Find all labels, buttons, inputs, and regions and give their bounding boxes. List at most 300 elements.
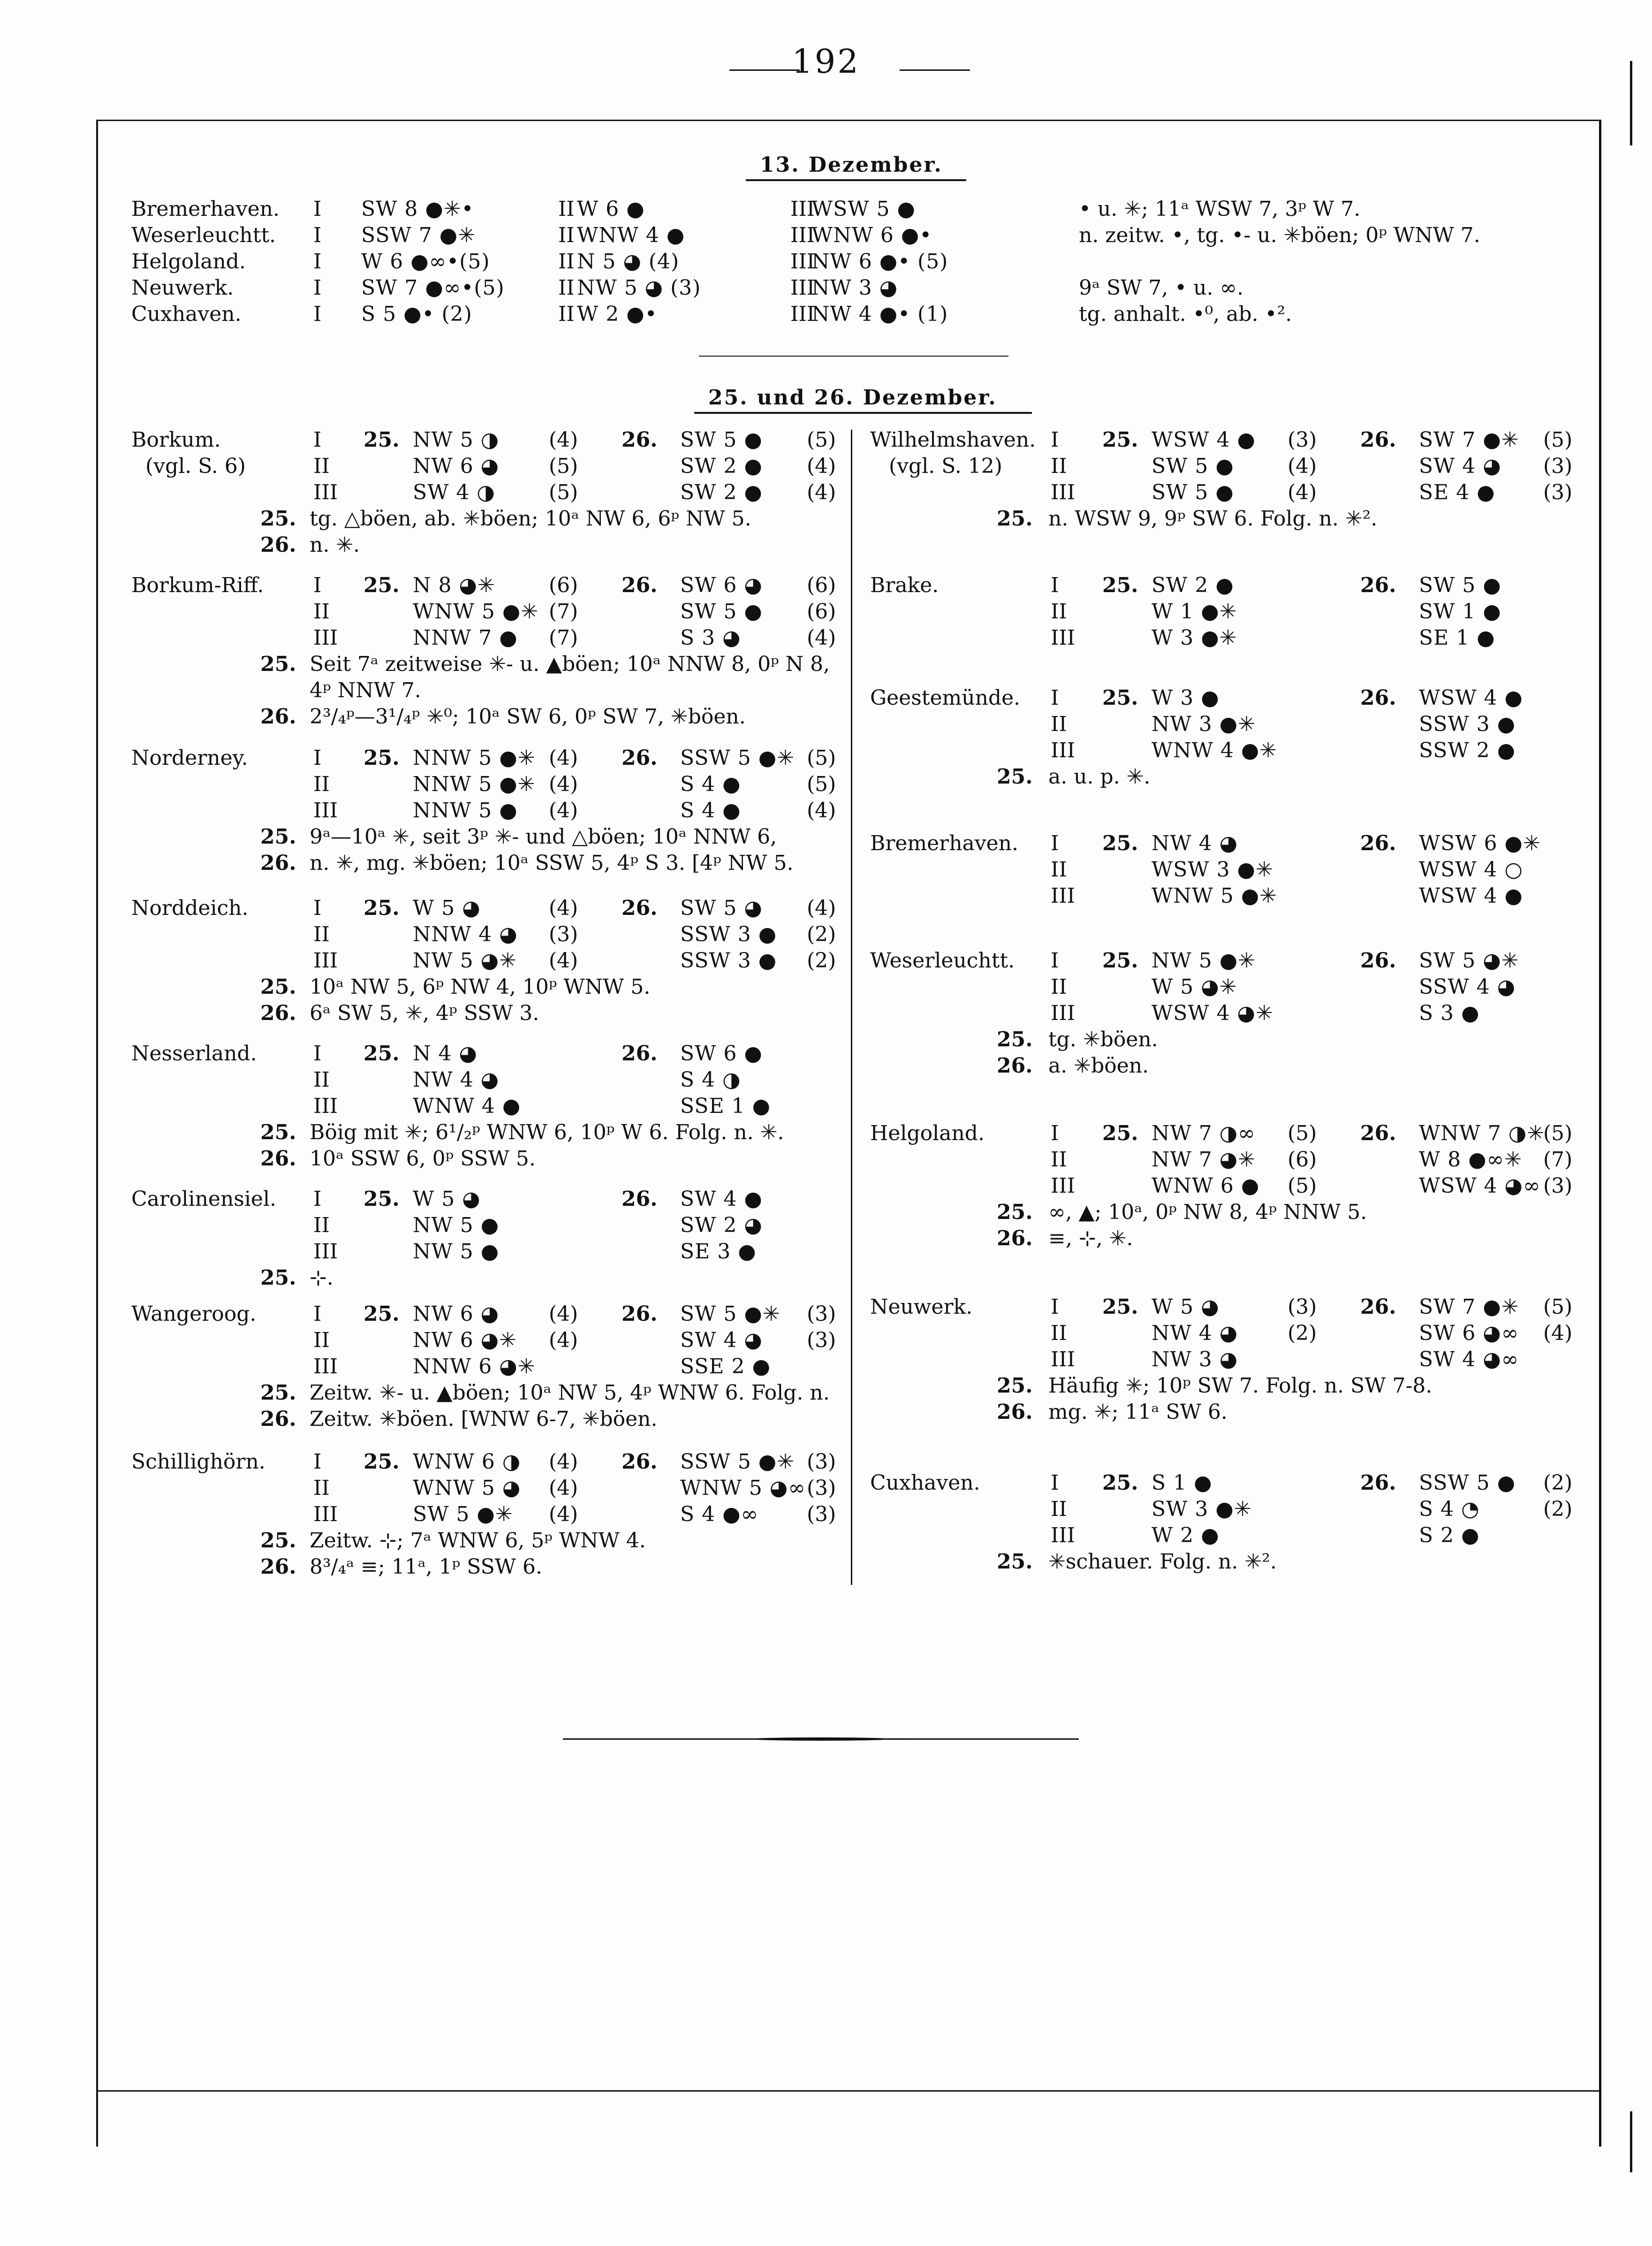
sea-state: (3) (1288, 428, 1317, 452)
sea-state: (3) (549, 922, 578, 946)
term-label: III (313, 626, 338, 650)
observation: WNW 6 ◑ (413, 1450, 521, 1474)
observation: SSW 2 ● (1419, 739, 1516, 762)
term-label: II (1051, 975, 1067, 999)
observation: SE 4 ● (1419, 480, 1495, 504)
sea-state: (3) (807, 1302, 836, 1326)
day-label: 26. (621, 428, 658, 452)
page-number-rule-left (729, 69, 800, 71)
remark-day: 25. (997, 507, 1033, 531)
observation: NW 3 ◕ (811, 276, 898, 300)
section-title-13-dezember: 13. Dezember. (760, 153, 943, 177)
station-name: Carolinensiel. (131, 1187, 277, 1211)
frame-bottom-rule (96, 2090, 1599, 2092)
remark-text: 10ᵃ NW 5, 6ᵖ NW 4, 10ᵖ WNW 5. (310, 975, 651, 999)
remark-day: 25. (260, 1266, 296, 1290)
day-label: 25. (364, 1302, 400, 1326)
observation: SSW 7 ●✳ (361, 223, 476, 247)
observation: WSW 4 ● (1152, 428, 1256, 452)
remark-day: 26. (997, 1400, 1033, 1424)
term-label: II (313, 1213, 330, 1237)
observation: SW 6 ● (680, 1042, 763, 1066)
observation: W 3 ● (1152, 686, 1220, 710)
observation: WSW 4 ○ (1419, 858, 1523, 882)
observation: NW 6 ◕✳ (413, 1328, 517, 1352)
sea-state: (4) (549, 1476, 578, 1500)
sea-state: (5) (807, 772, 836, 796)
station-name: Norddeich. (131, 896, 249, 920)
term-label: III (790, 302, 815, 326)
station-name: Schillighörn. (131, 1450, 265, 1474)
observation: SW 5 ◕✳ (1419, 949, 1519, 973)
observation: S 2 ● (1419, 1523, 1480, 1547)
observation: W 6 ●∞•(5) (361, 250, 490, 274)
term-label: I (1051, 831, 1059, 855)
observation: SW 7 ●✳ (1419, 1295, 1519, 1319)
remark-text: mg. ✳; 11ᵃ SW 6. (1048, 1400, 1228, 1424)
term-label: III (313, 1094, 338, 1118)
observation: W 5 ◕ (1152, 1295, 1220, 1319)
observation: SW 5 ● (680, 428, 763, 452)
sea-state: (5) (1288, 1174, 1317, 1198)
day-label: 26. (621, 746, 658, 770)
remark-text: 8³/₄ᵃ ≡; 11ᵃ, 1ᵖ SSW 6. (310, 1555, 542, 1579)
sea-state: (4) (549, 428, 578, 452)
observation: WNW 5 ●✳ (413, 600, 539, 624)
observation: SW 6 ◕ (680, 573, 763, 597)
station-name: Helgoland. (131, 250, 246, 274)
term-label: I (313, 302, 322, 326)
observation: WNW 4 ● (577, 223, 685, 247)
term-label: III (1051, 739, 1076, 762)
term-label: I (313, 1042, 322, 1066)
day-label: 26. (621, 896, 658, 920)
sea-state: (3) (807, 1328, 836, 1352)
day-label: 26. (1360, 428, 1396, 452)
term-label: III (790, 250, 815, 274)
term-label: III (790, 276, 815, 300)
observation: SW 2 ● (680, 480, 763, 504)
day-label: 25. (1102, 573, 1138, 597)
sea-state: (2) (807, 922, 836, 946)
remark-text: ∞, ▲; 10ᵃ, 0ᵖ NW 8, 4ᵖ NNW 5. (1048, 1200, 1367, 1224)
term-label: II (558, 302, 575, 326)
term-label: I (1051, 1471, 1059, 1495)
term-label: I (1051, 428, 1059, 452)
day-label: 25. (364, 1450, 400, 1474)
term-label: III (1051, 1001, 1076, 1025)
observation: W 6 ● (577, 197, 645, 221)
remark-day: 26. (260, 851, 296, 875)
observation: W 1 ●✳ (1152, 600, 1237, 624)
remark-day: 25. (260, 1120, 296, 1144)
sea-state: (5) (549, 454, 578, 478)
sea-state: (4) (807, 480, 836, 504)
remark-day: 26. (997, 1054, 1033, 1078)
sea-state: (4) (549, 799, 578, 822)
station-name: Brake. (870, 573, 939, 597)
term-label: II (313, 454, 330, 478)
station-name: Geestemünde. (870, 686, 1021, 710)
remark-text: n. ✳, mg. ✳böen; 10ᵃ SSW 5, 4ᵖ S 3. [4ᵖ NW 5. (310, 851, 794, 875)
sea-state: (5) (1543, 1295, 1573, 1319)
observation: WNW 5 ◕ (413, 1476, 521, 1500)
station-name: Helgoland. (870, 1121, 985, 1145)
term-label: III (313, 1240, 338, 1264)
day-label: 25. (1102, 1471, 1138, 1495)
sea-state: (7) (549, 600, 578, 624)
observation: NNW 7 ● (413, 626, 518, 650)
station-name: Bremerhaven. (870, 831, 1018, 855)
column-divider (851, 430, 852, 1585)
observation: W 5 ◕ (413, 1187, 481, 1211)
sea-state: (3) (1288, 1295, 1317, 1319)
observation: NNW 5 ●✳ (413, 772, 536, 796)
remark-text: ✳schauer. Folg. n. ✳². (1048, 1550, 1277, 1574)
sea-state: (4) (549, 1328, 578, 1352)
observation: NW 5 ●✳ (1152, 949, 1256, 973)
remark-text: 4ᵖ NNW 7. (310, 678, 421, 702)
sea-state: (3) (807, 1502, 836, 1526)
remark-day: 25. (260, 1381, 296, 1405)
sea-state: (3) (807, 1450, 836, 1474)
observation: SW 5 ● (680, 600, 763, 624)
term-label: III (1051, 1523, 1076, 1547)
observation: NW 4 ◕ (413, 1068, 500, 1092)
sea-state: (4) (549, 1302, 578, 1326)
observation: WSW 4 ◕✳ (1152, 1001, 1273, 1025)
observation: SW 7 ●✳ (1419, 428, 1519, 452)
remark-day: 25. (260, 652, 296, 676)
observation: SW 2 ◕ (680, 1213, 763, 1237)
observation: WNW 4 ● (413, 1094, 521, 1118)
remark: • u. ✳; 11ᵃ WSW 7, 3ᵖ W 7. (1079, 197, 1361, 221)
sea-state: (6) (1288, 1148, 1317, 1172)
term-label: I (1051, 1121, 1059, 1145)
sea-state: (4) (1288, 454, 1317, 478)
sea-state: (5) (1543, 1121, 1573, 1145)
observation: W 2 ●• (577, 302, 658, 326)
observation: NNW 4 ◕ (413, 922, 518, 946)
station-name: Weserleuchtt. (870, 949, 1015, 973)
term-label: III (1051, 884, 1076, 908)
sea-state: (4) (549, 772, 578, 796)
observation: NNW 6 ◕✳ (413, 1355, 536, 1378)
term-label: II (313, 772, 330, 796)
section-title-underline (694, 412, 1032, 414)
day-label: 26. (1360, 1471, 1396, 1495)
observation: SSE 2 ● (680, 1355, 771, 1378)
observation: NW 3 ●✳ (1152, 712, 1256, 736)
observation: WNW 7 ◑✳ (1419, 1121, 1545, 1145)
term-label: I (313, 746, 322, 770)
term-label: II (1051, 1497, 1067, 1521)
term-label: II (313, 1476, 330, 1500)
sea-state: (4) (549, 1450, 578, 1474)
term-label: I (313, 428, 322, 452)
term-label: II (313, 922, 330, 946)
observation: WSW 5 ● (811, 197, 916, 221)
sea-state: (6) (549, 573, 578, 597)
term-label: II (558, 250, 575, 274)
observation: WNW 5 ◕∞ (680, 1476, 806, 1500)
observation: SE 1 ● (1419, 626, 1495, 650)
day-label: 26. (1360, 573, 1396, 597)
page-number: 192 (792, 42, 860, 81)
sea-state: (4) (807, 799, 836, 822)
observation: S 3 ◕ (680, 626, 741, 650)
station-name: Wangeroog. (131, 1302, 257, 1326)
observation: NNW 5 ● (413, 799, 518, 822)
observation: NW 6 ◕ (413, 1302, 500, 1326)
day-label: 26. (1360, 831, 1396, 855)
remark-day: 25. (997, 1200, 1033, 1224)
term-label: III (313, 799, 338, 822)
sea-state: (5) (807, 428, 836, 452)
remark-text: ≡, ⊹, ✳. (1048, 1226, 1133, 1250)
term-label: II (558, 276, 575, 300)
remark-text: 9ᵃ—10ᵃ ✳, seit 3ᵖ ✳- und △böen; 10ᵃ NNW 6, (310, 825, 777, 849)
observation: SW 4 ● (680, 1187, 763, 1211)
term-label: I (313, 1187, 322, 1211)
term-label: I (313, 896, 322, 920)
day-label: 26. (621, 573, 658, 597)
day-label: 25. (364, 746, 400, 770)
sea-state: (7) (1543, 1148, 1573, 1172)
day-label: 26. (621, 1450, 658, 1474)
frame-margin-mark (1630, 61, 1632, 145)
remark-day: 26. (260, 1407, 296, 1431)
observation: NW 7 ◑∞ (1152, 1121, 1256, 1145)
observation: SW 5 ●✳ (680, 1302, 781, 1326)
remark-text: tg. ✳böen. (1048, 1028, 1158, 1051)
remark-day: 26. (260, 1147, 296, 1171)
observation: WSW 4 ● (1419, 884, 1523, 908)
sea-state: (5) (549, 480, 578, 504)
page-number-rule-right (900, 69, 970, 71)
observation: S 5 ●• (2) (361, 302, 472, 326)
sea-state: (3) (1543, 480, 1573, 504)
remark-day: 26. (260, 533, 296, 557)
day-label: 26. (621, 1042, 658, 1066)
remark-text: Seit 7ᵃ zeitweise ✳- u. ▲böen; 10ᵃ NNW 8, 0ᵖ N 8, (310, 652, 830, 676)
station-name: Norderney. (131, 746, 248, 770)
term-label: I (313, 276, 322, 300)
sea-state: (2) (1288, 1321, 1317, 1345)
day-label: 25. (364, 1187, 400, 1211)
term-label: I (313, 197, 322, 221)
sea-state: (2) (807, 949, 836, 973)
observation: WNW 6 ● (1152, 1174, 1260, 1198)
remark-text: n. ✳. (310, 533, 360, 557)
remark-text: a. u. p. ✳. (1048, 765, 1151, 789)
sea-state: (4) (807, 626, 836, 650)
day-label: 25. (1102, 949, 1138, 973)
station-reference: (vgl. S. 6) (145, 454, 246, 478)
observation: SW 2 ● (680, 454, 763, 478)
remark-text: Zeitw. ⊹; 7ᵃ WNW 6, 5ᵖ WNW 4. (310, 1529, 646, 1553)
section-title-25-26-dezember: 25. und 26. Dezember. (708, 386, 997, 410)
remark-day: 26. (997, 1226, 1033, 1250)
observation: SW 4 ◕ (1419, 454, 1501, 478)
term-label: II (1051, 600, 1067, 624)
observation: WNW 5 ●✳ (1152, 884, 1278, 908)
term-label: II (313, 1068, 330, 1092)
observation: S 4 ●∞ (680, 1502, 759, 1526)
term-label: III (1051, 1348, 1076, 1371)
observation: S 1 ● (1152, 1471, 1212, 1495)
observation: W 5 ◕✳ (1152, 975, 1237, 999)
sea-state: (4) (1288, 480, 1317, 504)
remark-day: 25. (260, 825, 296, 849)
remark-day: 26. (260, 1555, 296, 1579)
observation: NW 5 ● (413, 1213, 500, 1237)
sea-state: (5) (807, 746, 836, 770)
sea-state: (4) (807, 454, 836, 478)
station-name: Bremerhaven. (131, 197, 280, 221)
station-name: Borkum-Riff. (131, 573, 264, 597)
observation: NW 4 ◕ (1152, 831, 1238, 855)
observation: WSW 3 ●✳ (1152, 858, 1273, 882)
term-label: II (313, 1328, 330, 1352)
remark-day: 25. (997, 1374, 1033, 1398)
sea-state: (2) (1543, 1471, 1573, 1495)
day-label: 26. (1360, 949, 1396, 973)
remark-day: 26. (260, 1001, 296, 1025)
day-label: 25. (1102, 1121, 1138, 1145)
sea-state: (3) (1543, 1174, 1573, 1198)
observation: W 2 ● (1152, 1523, 1220, 1547)
observation: SW 1 ● (1419, 600, 1501, 624)
term-label: II (1051, 1148, 1067, 1172)
observation: W 8 ●∞✳ (1419, 1148, 1523, 1172)
term-label: III (790, 197, 815, 221)
observation: WSW 4 ◕∞ (1419, 1174, 1541, 1198)
remark-text: n. WSW 9, 9ᵖ SW 6. Folg. n. ✳². (1048, 507, 1378, 531)
sea-state: (6) (807, 600, 836, 624)
term-label: I (1051, 949, 1059, 973)
observation: SSW 4 ◕ (1419, 975, 1516, 999)
observation: SW 5 ◕ (680, 896, 763, 920)
remark-day: 25. (260, 507, 296, 531)
remark-text: ⊹. (310, 1266, 333, 1290)
observation: SW 4 ◑ (413, 480, 495, 504)
day-label: 25. (364, 428, 400, 452)
term-label: III (313, 1355, 338, 1378)
observation: NW 6 ◕ (413, 454, 500, 478)
observation: SW 5 ● (1419, 573, 1501, 597)
observation: WNW 4 ●✳ (1152, 739, 1278, 762)
sea-state: (7) (549, 626, 578, 650)
term-label: III (313, 1502, 338, 1526)
day-label: 26. (1360, 686, 1396, 710)
remark-day: 25. (260, 1529, 296, 1553)
observation: W 3 ●✳ (1152, 626, 1237, 650)
remark-text: tg. △böen, ab. ✳böen; 10ᵃ NW 6, 6ᵖ NW 5. (310, 507, 751, 531)
sea-state: (3) (1543, 454, 1573, 478)
observation: SW 7 ●∞•(5) (361, 276, 505, 300)
observation: SSW 5 ● (1419, 1471, 1516, 1495)
remark-text: 10ᵃ SSW 6, 0ᵖ SSW 5. (310, 1147, 536, 1171)
observation: SE 3 ● (680, 1240, 757, 1264)
day-label: 25. (1102, 686, 1138, 710)
station-name: Weserleuchtt. (131, 223, 276, 247)
observation: WSW 6 ●✳ (1419, 831, 1541, 855)
observation: N 5 ◕ (4) (577, 250, 680, 274)
observation: W 5 ◕ (413, 896, 481, 920)
term-label: I (1051, 686, 1059, 710)
remark-day: 26. (260, 705, 296, 729)
term-label: II (1051, 858, 1067, 882)
sea-state: (4) (549, 1502, 578, 1526)
observation: SSE 1 ● (680, 1094, 771, 1118)
term-label: III (790, 223, 815, 247)
station-name: Wilhelmshaven. (870, 428, 1036, 452)
remark-text: 6ᵃ SW 5, ✳, 4ᵖ SSW 3. (310, 1001, 539, 1025)
day-label: 26. (1360, 1295, 1396, 1319)
sea-state: (6) (807, 573, 836, 597)
station-name: Borkum. (131, 428, 221, 452)
remark: tg. anhalt. •⁰, ab. •². (1079, 302, 1292, 326)
remark-text: a. ✳böen. (1048, 1054, 1149, 1078)
end-rule-ornament (750, 1737, 891, 1741)
remark-day: 25. (260, 975, 296, 999)
sea-state: (4) (807, 896, 836, 920)
term-label: I (313, 223, 322, 247)
observation: WSW 4 ● (1419, 686, 1523, 710)
observation: NW 4 ●• (1) (811, 302, 948, 326)
observation: NNW 5 ●✳ (413, 746, 536, 770)
term-label: I (1051, 573, 1059, 597)
remark: n. zeitw. •, tg. •- u. ✳böen; 0ᵖ WNW 7. (1079, 223, 1480, 247)
day-label: 25. (364, 896, 400, 920)
term-label: II (1051, 454, 1067, 478)
observation: SSW 5 ●✳ (680, 746, 795, 770)
observation: SW 8 ●✳• (361, 197, 474, 221)
observation: SSW 3 ● (680, 949, 777, 973)
remark-day: 25. (997, 1028, 1033, 1051)
observation: SW 5 ● (1152, 454, 1234, 478)
remark-text: 2³/₄ᵖ—3¹/₄ᵖ ✳⁰; 10ᵃ SW 6, 0ᵖ SW 7, ✳böen. (310, 705, 746, 729)
remark-text: Häufig ✳; 10ᵖ SW 7. Folg. n. SW 7-8. (1048, 1374, 1432, 1398)
term-label: II (1051, 712, 1067, 736)
term-label: III (1051, 626, 1076, 650)
section-title-underline (746, 179, 966, 181)
term-label: I (313, 250, 322, 274)
remark-text: Zeitw. ✳- u. ▲böen; 10ᵃ NW 5, 4ᵖ WNW 6. Folg. n. (310, 1381, 830, 1405)
observation: SW 4 ◕ (680, 1328, 763, 1352)
term-label: II (558, 223, 575, 247)
observation: S 3 ● (1419, 1001, 1480, 1025)
observation: WNW 6 ●• (811, 223, 932, 247)
observation: SW 3 ●✳ (1152, 1497, 1252, 1521)
observation: SW 6 ◕∞ (1419, 1321, 1519, 1345)
sea-state: (2) (1543, 1497, 1573, 1521)
term-label: I (313, 1302, 322, 1326)
term-label: III (313, 949, 338, 973)
frame-margin-mark (1630, 2111, 1632, 2172)
station-name: Neuwerk. (870, 1295, 973, 1319)
observation: SW 5 ● (1152, 480, 1234, 504)
sea-state: (3) (807, 1476, 836, 1500)
term-label: I (313, 1450, 322, 1474)
station-name: Cuxhaven. (131, 302, 242, 326)
remark: 9ᵃ SW 7, • u. ∞. (1079, 276, 1244, 300)
remark-day: 25. (997, 765, 1033, 789)
term-label: II (1051, 1321, 1067, 1345)
term-label: II (558, 197, 575, 221)
remark-text: Böig mit ✳; 6¹/₂ᵖ WNW 6, 10ᵖ W 6. Folg. n. ✳. (310, 1120, 784, 1144)
